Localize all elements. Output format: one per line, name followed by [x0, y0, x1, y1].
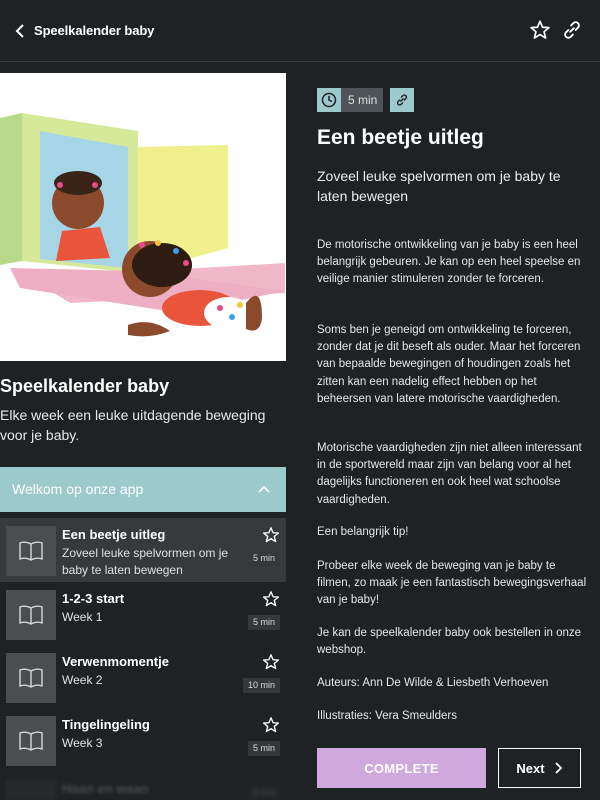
lesson-thumbnail	[6, 653, 56, 703]
duration-badge: 5 min	[248, 786, 280, 800]
content-title: Een beetje uitleg	[317, 126, 484, 149]
duration-badge: 5 min	[248, 741, 280, 756]
chevron-up-icon[interactable]	[256, 483, 272, 495]
book-icon	[18, 667, 44, 689]
star-icon[interactable]	[262, 653, 280, 671]
lesson-title: 1-2-3 start	[62, 591, 125, 606]
content-paragraph: Probeer elke week de beweging van je baby te filmen, zo maak je een fantastisch bewegingsverhaal van je baby!	[317, 560, 587, 607]
lesson-item[interactable]	[0, 518, 286, 582]
lesson-item[interactable]	[0, 582, 286, 646]
next-button[interactable]	[498, 748, 581, 788]
section-header[interactable]	[0, 467, 286, 512]
section-label: Welkom op onze app	[12, 481, 144, 497]
book-icon	[18, 730, 44, 752]
book-icon	[18, 540, 44, 562]
duration-text: 5 min	[348, 93, 378, 107]
content-paragraph: Illustraties: Vera Smeulders	[317, 710, 457, 722]
content-paragraph: Soms ben je geneigd om ontwikkeling te forceren, zonder dat je dit beseft als ouder. Maar het forceren van bepaalde bewegingen of houdingen zoals het zitten kan een nadelig effect hebben op het beheersen van latere motorische vaardigheden.	[317, 324, 581, 405]
lesson-title: Een beetje uitleg	[62, 527, 166, 542]
duration-badge	[317, 88, 383, 112]
lesson-item[interactable]	[0, 645, 286, 709]
star-icon[interactable]	[529, 19, 551, 41]
star-icon[interactable]	[262, 590, 280, 608]
content-paragraph: Auteurs: Ann De Wilde & Liesbeth Verhoeven	[317, 677, 549, 689]
lesson-subtitle: Week 1	[62, 610, 103, 624]
link-icon[interactable]	[561, 19, 583, 41]
chevron-left-icon[interactable]	[12, 20, 32, 42]
next-label: Next	[516, 760, 545, 776]
star-icon[interactable]	[262, 526, 280, 544]
duration-badge: 10 min	[243, 678, 280, 693]
top-bar	[0, 0, 600, 62]
lesson-title: Verwenmomentje	[62, 654, 169, 669]
clock-icon	[317, 88, 341, 112]
content-paragraph: Een belangrijk tip!	[317, 526, 409, 538]
lesson-thumbnail	[6, 780, 56, 800]
lesson-subtitle: Zoveel leuke spelvormen om je baby te laten bewegen	[62, 546, 229, 577]
book-icon	[18, 604, 44, 626]
lesson-item[interactable]	[0, 708, 286, 772]
content-paragraph: De motorische ontwikkeling van je baby is een heel belangrijk gebeuren. Je kan op een heel speelse en veilige manier stimuleren zonder te forceren.	[317, 239, 581, 286]
lesson-title: Haan en waan	[62, 781, 149, 796]
content-paragraph: Motorische vaardigheden zijn niet alleen interessant in de sportwereld maar zijn van belang voor al het dagelijks functioneren en ook heel wat schoolse vaardigheden.	[317, 442, 582, 506]
lesson-thumbnail	[6, 716, 56, 766]
star-icon[interactable]	[262, 716, 280, 734]
lesson-subtitle: Week 3	[62, 736, 103, 750]
course-subtitle: Elke week een leuke uitdagende beweging voor je baby.	[0, 407, 266, 443]
chevron-right-icon	[553, 761, 563, 775]
link-icon[interactable]	[390, 88, 414, 112]
duration-badge: 5 min	[248, 615, 280, 630]
lesson-item[interactable]	[0, 772, 286, 800]
page-title: Speelkalender baby	[34, 23, 155, 38]
content-paragraph: Je kan de speelkalender baby ook bestellen in onze webshop.	[317, 627, 582, 657]
course-title: Speelkalender baby	[0, 376, 170, 396]
hero-illustration	[0, 73, 286, 361]
content-subtitle: Zoveel leuke spelvormen om je baby te laten bewegen	[317, 168, 561, 204]
lesson-thumbnail	[6, 526, 56, 576]
duration-badge: 5 min	[248, 551, 280, 566]
lesson-thumbnail	[6, 590, 56, 640]
complete-button[interactable]: COMPLETE	[317, 748, 486, 788]
lesson-subtitle: Week 2	[62, 673, 103, 687]
lesson-title: Tingelingeling	[62, 717, 150, 732]
